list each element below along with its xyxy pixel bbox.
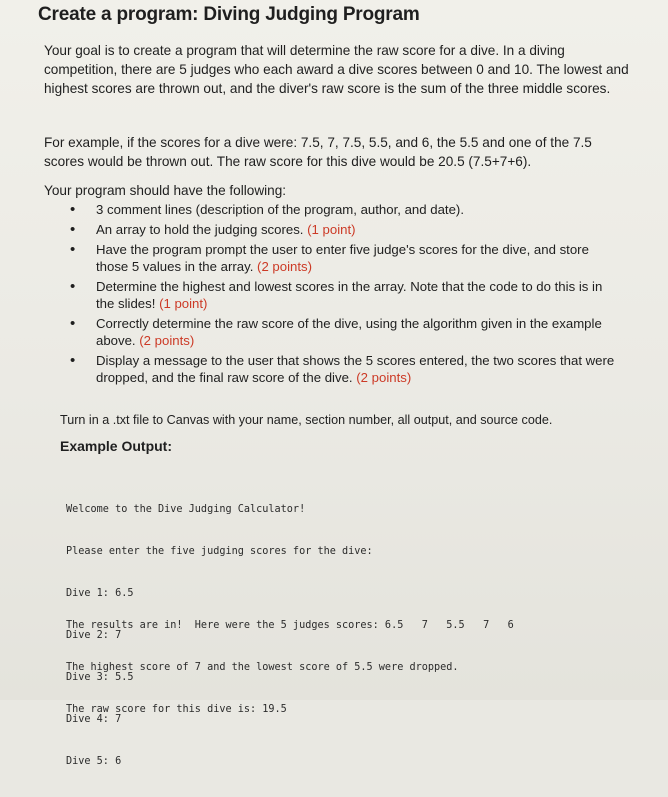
requirement-item: • 3 comment lines (description of the program, author, and date). [70,201,464,218]
output-line: Dive 4: 7 [66,714,122,725]
requirement-item: • Display a message to the user that shows the 5 scores entered, the two scores that were dropped, and the final raw score of the dive. (2 points) [70,352,615,385]
points-label: (2 points) [257,259,313,274]
example-output-heading: Example Output: [60,438,173,454]
points-label: (2 points) [356,370,412,385]
output-line: The results are in! Here were the 5 judges scores: 6.5 7 5.5 7 6 [66,620,514,631]
bullet-icon: • [70,241,76,258]
points-label: (2 points) [139,333,195,348]
bullet-icon: • [70,352,76,369]
output-line: Dive 2: 7 [66,630,122,641]
output-line: Dive 5: 6 [66,756,122,767]
example-output-result-block [66,591,514,745]
bullet-icon: • [70,278,76,295]
bullet-icon: • [70,201,76,218]
requirements-list [64,201,624,389]
requirement-item: • Have the program prompt the user to enter five judge's scores for the dive, and store those 5 values in the array. (2 points) [70,241,589,274]
bullet-icon: • [70,315,76,332]
output-line: Welcome to the Dive Judging Calculator! [66,504,306,515]
requirement-item: • An array to hold the judging scores. (1 point) [70,221,356,238]
example-paragraph: For example, if the scores for a dive were: 7.5, 7, 7.5, 5.5, and 6, the 5.5 and one of the 7.5 scores would be thrown out. The raw score for this dive would be 20.5 (7.5+7+6). [44,135,592,169]
requirement-item: • Determine the highest and lowest scores in the array. Note that the code to do this is in the slides! (1 point) [70,278,603,311]
output-line: Dive 1: 6.5 [66,588,134,599]
output-line: The raw score for this dive is: 19.5 [66,704,287,715]
requirements-heading: Your program should have the following: [44,183,287,198]
output-line: Dive 3: 5.5 [66,672,134,683]
intro-paragraph: Your goal is to create a program that will determine the raw score for a dive. In a diving competition, there are 5 judges who each award a dive scores between 0 and 10. The lowest and highest scores are thrown out, and the diver's raw score is the sum of the three middle scores. [44,43,629,96]
output-line: Please enter the five judging scores for the dive: [66,546,373,557]
requirement-item: • Correctly determine the raw score of the dive, using the algorithm given in the example above. (2 points) [70,315,602,348]
page-title: Create a program: Diving Judging Program [38,4,420,25]
points-label: (1 point) [159,296,208,311]
points-label: (1 point) [307,222,356,237]
bullet-icon: • [70,221,76,238]
output-line: The highest score of 7 and the lowest score of 5.5 were dropped. [66,662,459,673]
turn-in-instructions: Turn in a .txt file to Canvas with your name, section number, all output, and source code. [60,413,553,427]
